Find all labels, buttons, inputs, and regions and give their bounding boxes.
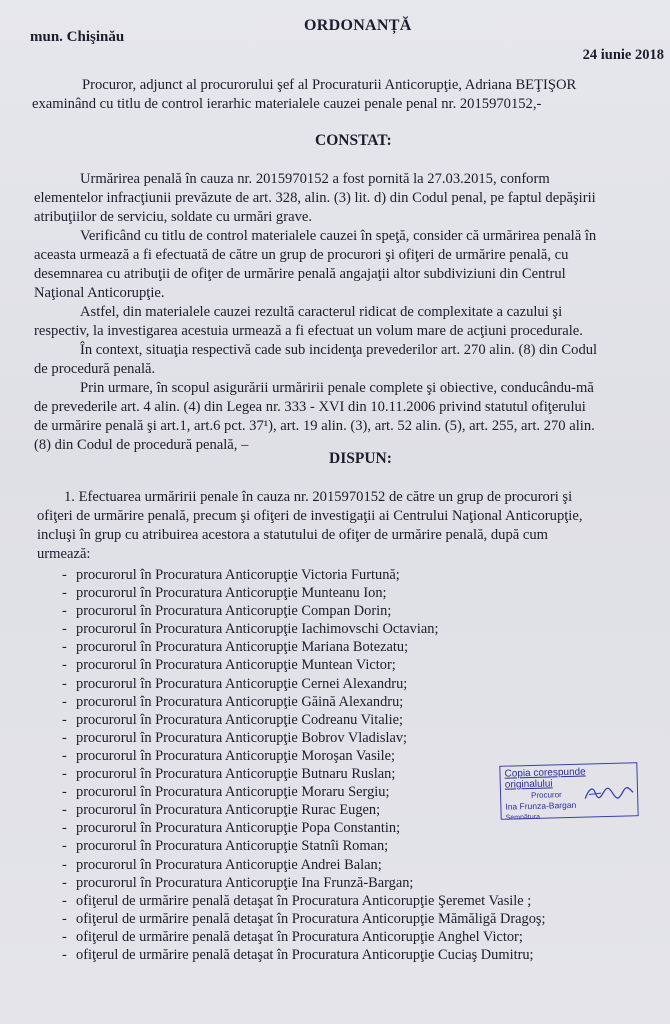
stamp-line: Procuror xyxy=(530,790,562,800)
stamp-line: Ina Frunza-Bargan xyxy=(505,799,577,812)
list-item-text: procurorul în Procuratura Anticorupţie Butnaru Ruslan; xyxy=(76,766,396,783)
list-item-text: procurorul în Procuratura Anticorupţie Statnîi Roman; xyxy=(76,838,389,855)
paragraph-line: de procedură penală. xyxy=(34,361,156,377)
document-date: 24 iunie 2018 xyxy=(582,47,664,63)
list-item-text: ofiţerul de urmărire penală detaşat în Procuratura Anticorupţie Mămăligă Dragoş; xyxy=(76,910,546,927)
list-item: - procurorul în Procuratura Anticorupţie Cernei Alexandru; xyxy=(62,675,408,692)
list-item: - procurorul în Procuratura Anticorupţie Iachimovschi Octavian; xyxy=(62,621,439,638)
intro-line: examinând cu titlu de control ierarhic materialele cauzei penale penal nr. 2015970152,- xyxy=(32,96,542,112)
stamp-line: Copia corespunde originalului xyxy=(504,766,586,791)
paragraph-line: (8) din Codul de procedură penală, – xyxy=(34,437,249,453)
list-item: - procurorul în Procuratura Anticorupţie Moraru Sergiu; xyxy=(62,784,390,801)
list-item: - procurorul în Procuratura Anticorupţie Munteanu Ion; xyxy=(62,585,387,602)
paragraph-line: respectiv, la investigarea acestuia urmează a fi efectuat un volum mare de acţiuni procedurale. xyxy=(34,323,583,339)
paragraph-line: urmează: xyxy=(37,546,91,562)
list-item: - procurorul în Procuratura Anticorupţie Butnaru Ruslan; xyxy=(62,766,396,783)
list-item-text: procurorul în Procuratura Anticorupţie Munteanu Ion; xyxy=(76,585,387,602)
list-item: - ofiţerul de urmărire penală detaşat în Procuratura Anticorupţie Cuciaş Dumitru; xyxy=(62,946,534,963)
list-item: - procurorul în Procuratura Anticorupţie Popa Constantin; xyxy=(62,820,401,837)
paragraph-line: desemnarea cu atribuţii de ofiţer de urmărire penală angajaţii altor subdiviziuni din Centrul xyxy=(34,266,566,282)
list-item: - procurorul în Procuratura Anticorupţie Muntean Victor; xyxy=(62,657,396,674)
list-item-text: ofiţerul de urmărire penală detaşat în Procuratura Anticorupţie Anghel Victor; xyxy=(76,928,523,945)
list-item: - procurorul în Procuratura Anticorupţie Bobrov Vladislav; xyxy=(62,729,408,746)
list-item-text: procurorul în Procuratura Anticorupţie Compan Dorin; xyxy=(76,603,392,620)
paragraph-line: În context, situaţia respectivă cade sub incidenţa prevederilor art. 270 alin. (8) din Codul xyxy=(80,342,598,358)
paragraph-line: Naţional Anticorupţie. xyxy=(34,285,165,301)
list-item-text: procurorul în Procuratura Anticorupţie Moraru Sergiu; xyxy=(76,784,390,801)
stamp-line: Semnătura xyxy=(505,813,541,822)
list-item-text: procurorul în Procuratura Anticorupţie Moroşan Vasile; xyxy=(76,747,396,764)
list-item-text: procurorul în Procuratura Anticorupţie Găină Alexandru; xyxy=(76,693,404,710)
list-item-text: procurorul în Procuratura Anticorupţie Muntean Victor; xyxy=(76,657,396,674)
list-item-text: procurorul în Procuratura Anticorupţie Ina Frunză-Bargan; xyxy=(76,874,414,891)
list-item-text: ofiţerul de urmărire penală detaşat în Procuratura Anticorupţie Cuciaş Dumitru; xyxy=(76,946,534,963)
paragraph-line: Astfel, din materialele cauzei rezultă caracterul ridicat de complexitate a cazului şi xyxy=(80,304,563,320)
team-members-list xyxy=(62,566,546,964)
section-constat-heading: CONSTAT: xyxy=(315,132,392,149)
constat-paragraph xyxy=(0,170,670,455)
paragraph-line: Urmărirea penală în cauza nr. 2015970152 a fost pornită la 27.03.2015, conform xyxy=(80,171,550,187)
list-item: - ofiţerul de urmărire penală detaşat în Procuratura Anticorupţie Anghel Victor; xyxy=(62,928,523,945)
certification-stamp xyxy=(499,762,638,820)
paragraph-line: aceasta urmează a fi efectuată de către un grup de procurori şi ofiţeri de urmărire penală, cu xyxy=(34,247,569,263)
paragraph-line: incluşi în grup cu atribuirea acestora a statutului de ofiţer de urmărire penală, după cum xyxy=(37,527,548,543)
list-item: - ofiţerul de urmărire penală detaşat în Procuratura Anticorupţie Şeremet Vasile ; xyxy=(62,892,532,909)
list-item-text: procurorul în Procuratura Anticorupţie Iachimovschi Octavian; xyxy=(76,621,439,638)
list-item: - procurorul în Procuratura Anticorupţie Andrei Balan; xyxy=(62,856,382,873)
document-title: ORDONANȚĂ xyxy=(304,17,412,34)
dispun-intro-paragraph xyxy=(0,488,670,564)
city-label: mun. Chişinău xyxy=(30,29,125,45)
list-item-text: procurorul în Procuratura Anticorupţie Mariana Botezatu; xyxy=(76,639,409,656)
list-item-text: procurorul în Procuratura Anticorupţie Popa Constantin; xyxy=(76,820,401,837)
paragraph-line: de prevederile art. 4 alin. (4) din Legea nr. 333 - XVI din 10.11.2006 privind statutul ofiţerului xyxy=(34,399,586,415)
paragraph-line: 1. Efectuarea urmăririi penale în cauza nr. 2015970152 de către un grup de procurori şi xyxy=(64,489,573,505)
list-item: - procurorul în Procuratura Anticorupţie Rurac Eugen; xyxy=(62,802,381,819)
signature-icon xyxy=(583,783,635,802)
list-item-text: procurorul în Procuratura Anticorupţie Victoria Furtună; xyxy=(76,567,400,583)
section-dispun-heading: DISPUN: xyxy=(329,450,392,467)
paragraph-line: elementelor infracţiunii prevăzute de art. 328, alin. (3) lit. d) din Codul penal, pe faptul depăşirii xyxy=(34,190,596,206)
list-item: - procurorul în Procuratura Anticorupţie Statnîi Roman; xyxy=(62,838,389,855)
paragraph-line: ofiţeri de urmărire penală, precum şi ofiţeri de investigaţii ai Centrului Naţional Anticorupţie, xyxy=(37,508,583,524)
intro-paragraph xyxy=(0,76,670,114)
list-item-text: procurorul în Procuratura Anticorupţie Bobrov Vladislav; xyxy=(76,729,408,746)
list-item: - procurorul în Procuratura Anticorupţie Compan Dorin; xyxy=(62,603,392,620)
list-item: - procurorul în Procuratura Anticorupţie Moroşan Vasile; xyxy=(62,747,396,764)
paragraph-line: atribuţiilor de serviciu, soldate cu urmări grave. xyxy=(34,209,312,225)
list-item-text: procurorul în Procuratura Anticorupţie Cernei Alexandru; xyxy=(76,675,408,692)
list-item: - procurorul în Procuratura Anticorupţie Găină Alexandru; xyxy=(62,693,404,710)
list-item: - procurorul în Procuratura Anticorupţie Codreanu Vitalie; xyxy=(62,711,403,728)
list-item: - ofiţerul de urmărire penală detaşat în Procuratura Anticorupţie Mămăligă Dragoş; xyxy=(62,910,546,927)
list-item: - procurorul în Procuratura Anticorupţie Mariana Botezatu; xyxy=(62,639,409,656)
list-item-text: procurorul în Procuratura Anticorupţie Codreanu Vitalie; xyxy=(76,711,403,728)
list-item-text: procurorul în Procuratura Anticorupţie Rurac Eugen; xyxy=(76,802,381,819)
list-item-text: procurorul în Procuratura Anticorupţie Andrei Balan; xyxy=(76,856,382,873)
list-item-text: ofiţerul de urmărire penală detaşat în Procuratura Anticorupţie Şeremet Vasile ; xyxy=(76,892,532,909)
list-item: - procurorul în Procuratura Anticorupţie Victoria Furtună; xyxy=(62,567,400,583)
list-item: - procurorul în Procuratura Anticorupţie Ina Frunză-Bargan; xyxy=(62,874,414,891)
paragraph-line: Verificând cu titlu de control materialele cauzei în speţă, consider că urmărirea penală în xyxy=(80,228,597,244)
paragraph-line: Prin urmare, în scopul asigurării urmăririi penale complete şi obiective, conducându-mă xyxy=(80,380,594,396)
intro-line: Procuror, adjunct al procurorului şef al Procuraturii Anticorupţie, Adriana BEŢIŞOR xyxy=(82,77,577,93)
paragraph-line: de urmărire penală şi art.1, art.6 pct. 37¹), art. 19 alin. (3), art. 52 alin. (5), art. 255, art. 270 alin. xyxy=(34,418,595,434)
